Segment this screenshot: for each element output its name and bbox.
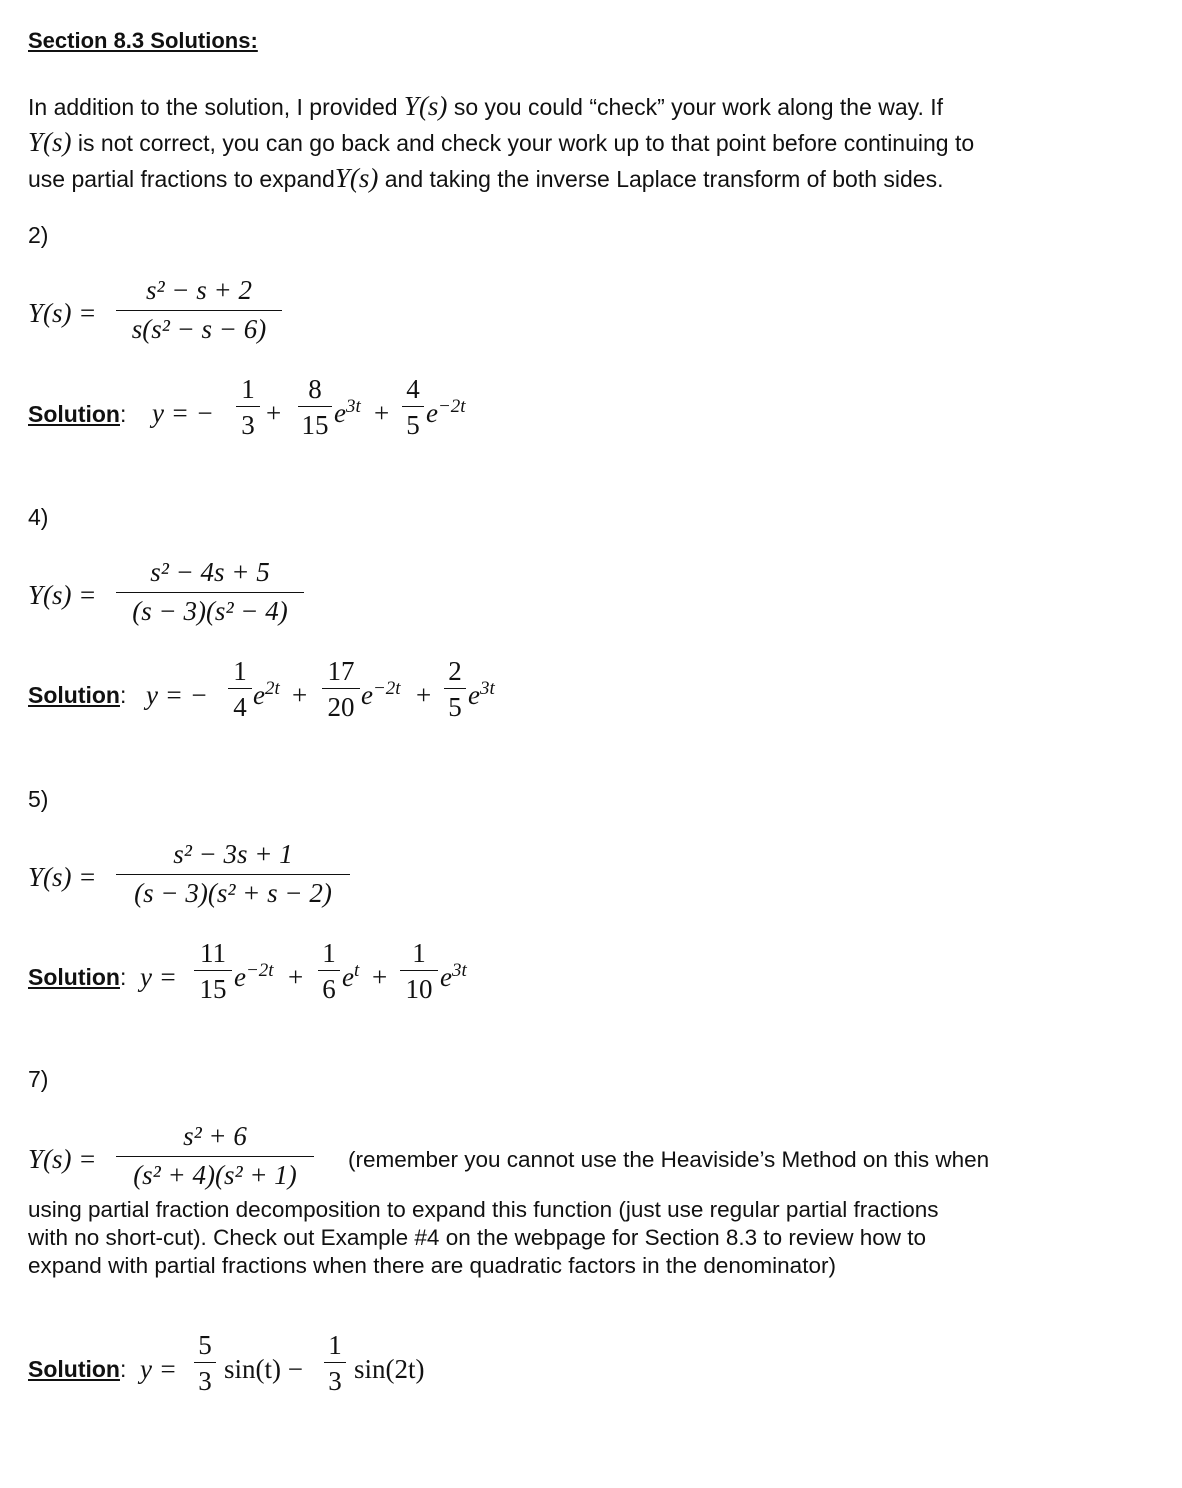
term-denominator: 20 (327, 692, 355, 722)
ys-numerator: s² + 6 (183, 1121, 247, 1151)
ys-denominator: (s − 3)(s² − 4) (132, 596, 288, 626)
term-numerator: 1 (322, 938, 336, 968)
plus-sign: + (292, 680, 308, 710)
term-denominator: 3 (328, 1366, 342, 1396)
problem-number: 5) (28, 786, 49, 812)
term-numerator: 2 (448, 656, 462, 686)
ys-denominator: s(s² − s − 6) (131, 314, 267, 344)
exp-term (468, 678, 495, 711)
ys-inline: Y(s) (28, 127, 72, 157)
term-fraction (324, 1330, 346, 1396)
plus-sign: + (266, 398, 282, 428)
ys-inline: Y(s) (334, 163, 379, 193)
term-denominator: 5 (406, 410, 420, 440)
fraction-bar (322, 688, 360, 689)
exp-base: e (342, 962, 354, 992)
intro-text: is not correct, you can go back and check your work up to that point before continuing to (77, 130, 975, 156)
ys-numerator: s² − 4s + 5 (150, 557, 270, 587)
fraction-bar (194, 970, 232, 971)
solution-word: Solution (28, 682, 120, 708)
sin-term: sin(2t) (354, 1354, 425, 1384)
solution-lhs: y = − (152, 398, 214, 428)
solution-lhs: y = (140, 1354, 177, 1384)
term-fraction (322, 656, 360, 722)
fraction-bar (116, 874, 350, 875)
note-text: (remember you cannot use the Heaviside’s Method on this when (348, 1147, 990, 1172)
exp-base: e (468, 680, 480, 710)
ys-label: Y(s) = (28, 298, 97, 328)
solution-lhs: y = (140, 962, 177, 992)
ys-label: Y(s) = (28, 1144, 97, 1174)
term-fraction (228, 656, 252, 722)
term-fraction (194, 1330, 216, 1396)
intro-text: so you could “check” your work along the way. If (453, 94, 944, 120)
term-numerator: 1 (412, 938, 426, 968)
term-numerator: 11 (200, 938, 226, 968)
ys-numerator: s² − 3s + 1 (173, 839, 293, 869)
intro-line-1 (28, 88, 943, 125)
solution-label (28, 401, 126, 428)
fraction-bar (116, 592, 304, 593)
term-numerator: 1 (233, 656, 247, 686)
ys-fraction (116, 556, 304, 627)
term-fraction (444, 656, 466, 722)
colon: : (119, 964, 127, 990)
ys-fraction (116, 1120, 314, 1191)
colon: : (119, 1356, 127, 1382)
exp-term (361, 678, 401, 711)
term-numerator: 17 (327, 656, 355, 686)
intro-text: In addition to the solution, I provided (28, 94, 398, 120)
exp-power: 3t (451, 960, 467, 981)
solution-word: Solution (28, 401, 120, 427)
exp-power: 3t (479, 678, 495, 699)
ys-label: Y(s) = (28, 862, 97, 892)
exp-base: e (253, 680, 265, 710)
plus-sign: + (374, 398, 390, 428)
term-fraction (236, 374, 260, 440)
exp-power: 3t (345, 396, 361, 417)
exp-base: e (440, 962, 452, 992)
intro-line-3 (28, 160, 943, 197)
ys-fraction (116, 274, 282, 345)
plus-sign: + (372, 962, 388, 992)
problem-number: 7) (28, 1066, 49, 1092)
fraction-bar (318, 970, 340, 971)
term-denominator: 10 (405, 974, 433, 1004)
ys-numerator: s² − s + 2 (145, 275, 253, 305)
exp-power: 2t (264, 678, 280, 699)
term-fraction (298, 374, 332, 440)
ys-denominator: (s² + 4)(s² + 1) (133, 1160, 297, 1190)
colon: : (119, 401, 127, 427)
term-numerator: 1 (328, 1330, 342, 1360)
term-numerator: 5 (198, 1330, 212, 1360)
solution-lhs: y = − (146, 680, 208, 710)
exp-term (440, 960, 467, 993)
exp-power: t (353, 960, 360, 981)
ys-label: Y(s) = (28, 580, 97, 610)
fraction-bar (444, 688, 466, 689)
ys-denominator: (s − 3)(s² + s − 2) (134, 878, 332, 908)
solution-label (28, 682, 126, 709)
ys-fraction (116, 838, 350, 909)
fraction-bar (194, 1362, 216, 1363)
term-denominator: 3 (241, 410, 255, 440)
problem-number: 4) (28, 504, 49, 530)
note-text: using partial fraction decomposition to expand this function (just use regular partial fractions (28, 1197, 939, 1222)
term-fraction (400, 938, 438, 1004)
note-text: expand with partial fractions when there are quadratic factors in the denominator) (28, 1253, 836, 1278)
exp-base: e (426, 398, 438, 428)
note-text: with no short-cut). Check out Example #4 on the webpage for Section 8.3 to review how to (28, 1225, 926, 1250)
fraction-bar (402, 406, 424, 407)
sin-term: sin(t) − (224, 1354, 303, 1384)
intro-text: and taking the inverse Laplace transform of both sides. (384, 166, 944, 192)
term-denominator: 5 (448, 692, 462, 722)
term-denominator: 15 (199, 974, 227, 1004)
exp-power: −2t (372, 678, 401, 699)
solution-label (28, 1356, 126, 1383)
solution-word: Solution (28, 964, 120, 990)
term-denominator: 6 (322, 974, 336, 1004)
fraction-bar (400, 970, 438, 971)
intro-text: use partial fractions to expand (28, 166, 335, 192)
plus-sign: + (416, 680, 432, 710)
exp-power: −2t (245, 960, 274, 981)
term-denominator: 3 (198, 1366, 212, 1396)
fraction-bar (324, 1362, 346, 1363)
exp-base: e (234, 962, 246, 992)
term-fraction (194, 938, 232, 1004)
exp-base: e (334, 398, 346, 428)
fraction-bar (298, 406, 332, 407)
fraction-bar (116, 310, 282, 311)
exp-term (426, 396, 466, 429)
term-denominator: 15 (301, 410, 329, 440)
exp-base: e (361, 680, 373, 710)
exp-power: −2t (437, 396, 466, 417)
term-denominator: 4 (233, 692, 247, 722)
exp-term (234, 960, 274, 993)
solution-word: Solution (28, 1356, 120, 1382)
term-fraction (318, 938, 340, 1004)
exp-term (334, 396, 361, 429)
intro-line-2 (28, 124, 974, 161)
colon: : (119, 682, 127, 708)
ys-inline: Y(s) (403, 91, 448, 121)
term-numerator: 8 (308, 374, 322, 404)
exp-term (253, 678, 280, 711)
fraction-bar (116, 1156, 314, 1157)
term-fraction (402, 374, 424, 440)
exp-term (342, 960, 359, 993)
problem-number: 2) (28, 222, 49, 248)
term-numerator: 1 (241, 374, 255, 404)
fraction-bar (236, 406, 260, 407)
term-numerator: 4 (406, 374, 420, 404)
solution-label (28, 964, 126, 991)
section-title: Section 8.3 Solutions: (28, 28, 258, 53)
fraction-bar (228, 688, 252, 689)
plus-sign: + (288, 962, 304, 992)
